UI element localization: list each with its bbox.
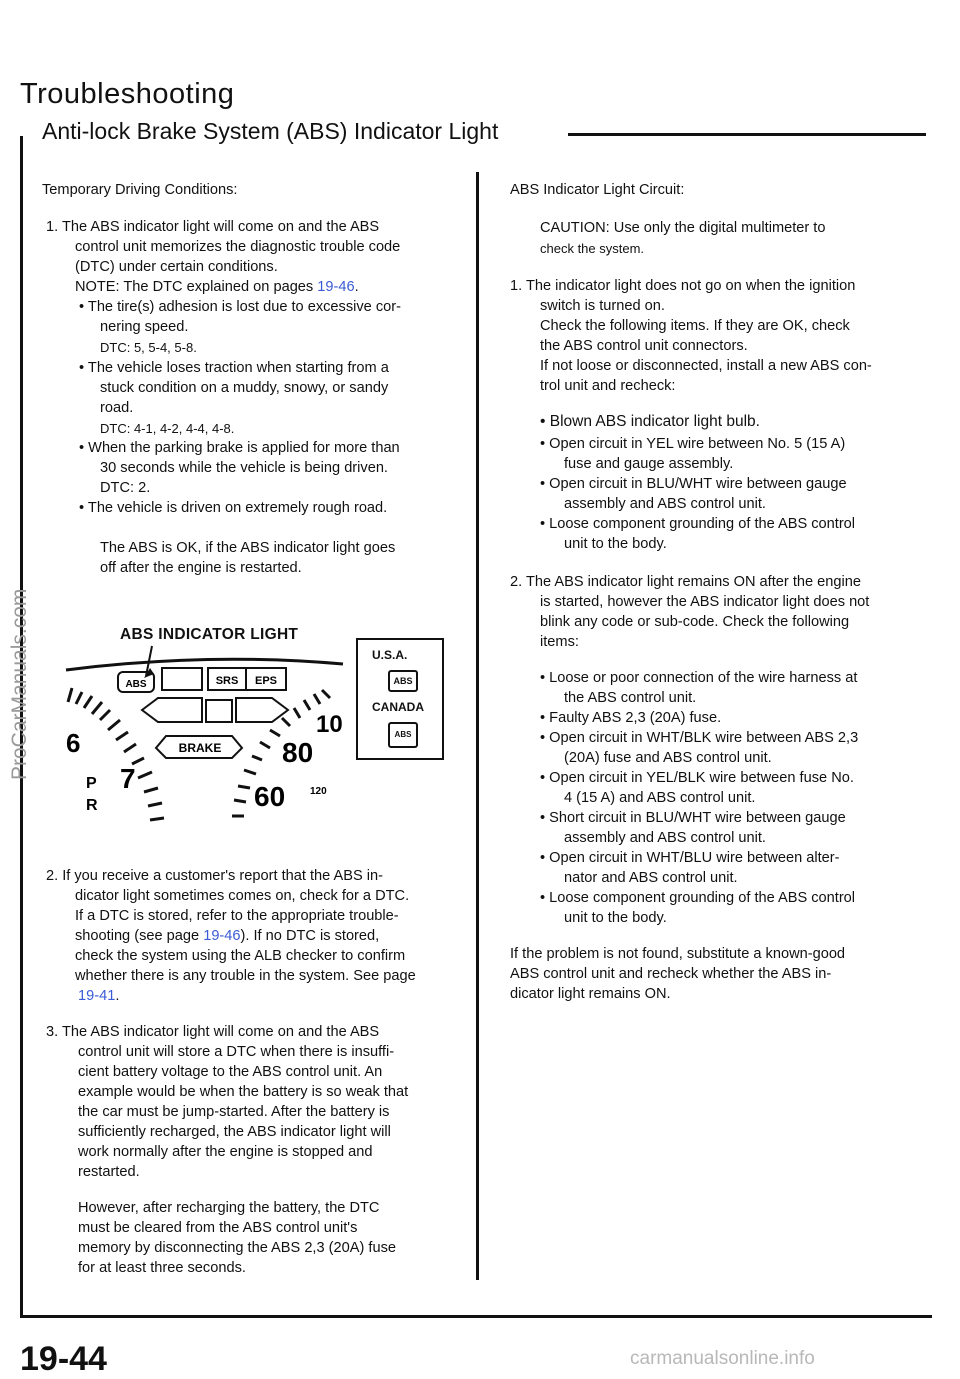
check-item: nator and ABS control unit. (564, 870, 738, 886)
column-divider (476, 172, 479, 1280)
gauge-num-60: 60 (254, 781, 286, 812)
item2-text: ). If no DTC is stored, (240, 928, 380, 944)
however-line: must be cleared from the ABS control unit's (78, 1220, 358, 1236)
left-item3-line: 3. The ABS indicator light will come on and the ABS (46, 1024, 380, 1040)
check-item: unit to the body. (564, 536, 667, 552)
check-item: fuse and gauge assembly. (564, 456, 734, 472)
check-item: • Open circuit in YEL wire between No. 5 (15 A) (540, 436, 846, 452)
check-item: • Open circuit in YEL/BLK wire between fuse No. (540, 770, 854, 786)
ok-line: off after the engine is restarted. (100, 560, 302, 576)
eps-lamp-label: EPS (254, 675, 278, 687)
left-item2-line (78, 986, 119, 1006)
left-item3-line: sufficiently recharged, the ABS indicator light will (78, 1124, 391, 1140)
usa-abs-icon: ABS (388, 670, 418, 692)
gauge-num-80: 80 (282, 737, 314, 768)
left-item2-line: check the system using the ALB checker to confirm (75, 948, 406, 964)
right-item1-line: 1. The indicator light does not go on when the ignition (510, 278, 856, 294)
check-item: • Short circuit in BLU/WHT wire between gauge (540, 810, 846, 826)
left-item2-line: dicator light sometimes comes on, check for a DTC. (75, 888, 410, 904)
gauge-num-6: 6 (66, 728, 81, 758)
item2-text: shooting (see page (75, 928, 204, 944)
side-watermark: ProCarManuals.com (8, 588, 31, 780)
item2-text: . (115, 988, 120, 1004)
left-item3-line: work normally after the engine is stopped and (78, 1144, 373, 1160)
however-line: memory by disconnecting the ABS 2,3 (20A) fuse (78, 1240, 396, 1256)
left-item2-line (75, 926, 379, 946)
bullet-line: nering speed. (100, 319, 189, 335)
check-item: • Open circuit in WHT/BLK wire between ABS 2,3 (540, 730, 859, 746)
bulb-item: • Blown ABS indicator light bulb. (540, 413, 760, 430)
caution-line: CAUTION: Use only the digital multimeter to (540, 220, 826, 236)
right-item2-line: 2. The ABS indicator light remains ON after the engine (510, 574, 861, 590)
canada-label: CANADA (372, 700, 424, 714)
note-end: . (354, 279, 359, 295)
right-heading: ABS Indicator Light Circuit: (510, 182, 685, 198)
note-text: NOTE: The DTC explained on pages (75, 279, 318, 295)
bullet-line: stuck condition on a muddy, snowy, or sandy (100, 380, 389, 396)
check-item: assembly and ABS control unit. (564, 830, 766, 846)
however-line: However, after recharging the battery, the DTC (78, 1200, 380, 1216)
bottom-rule (20, 1315, 932, 1318)
dtc-line: DTC: 2. (100, 480, 151, 496)
bullet-line: road. (100, 400, 134, 416)
left-item2-line: whether there is any trouble in the system. See page (75, 968, 416, 984)
check-item: the ABS control unit. (564, 690, 697, 706)
note-line (75, 277, 359, 297)
srs-lamp-label: SRS (215, 675, 239, 687)
check-item: • Loose component grounding of the ABS control (540, 890, 856, 906)
check-item: (20A) fuse and ABS control unit. (564, 750, 772, 766)
left-item3-line: cient battery voltage to the ABS control unit. An (78, 1064, 383, 1080)
gauge-num-10: 10 (316, 711, 343, 738)
check-item: • Open circuit in BLU/WHT wire between gauge (540, 476, 847, 492)
left-item1-line: 1. The ABS indicator light will come on and the ABS (46, 219, 380, 235)
left-item3-line: control unit will store a DTC when there is insuffi- (78, 1044, 395, 1060)
right-item1-line: If not loose or disconnected, install a new ABS con- (540, 358, 872, 374)
brake-lamp-label: BRAKE (178, 741, 222, 755)
bullet-line: • The vehicle loses traction when starting from a (79, 360, 389, 376)
right-item2-line: blink any code or sub-code. Check the following (540, 614, 850, 630)
gauge-num-7: 7 (120, 763, 136, 794)
gear-p: P (86, 775, 97, 792)
abs-lamp-label: ABS (125, 679, 147, 690)
right-item1-line: Check the following items. If they are OK, check (540, 318, 850, 334)
final-line: ABS control unit and recheck whether the ABS in- (510, 966, 832, 982)
right-item1-line: the ABS control unit connectors. (540, 338, 748, 354)
caution-line: check the system. (540, 241, 645, 256)
check-item: • Loose or poor connection of the wire harness at (540, 670, 858, 686)
dtc-line: DTC: 4-1, 4-2, 4-4, 4-8. (100, 421, 235, 436)
bullet-line: • When the parking brake is applied for more than (79, 440, 400, 456)
check-item: • Faulty ABS 2,3 (20A) fuse. (540, 710, 722, 726)
check-item: unit to the body. (564, 910, 667, 926)
right-item1-line: trol unit and recheck: (540, 378, 676, 394)
header-rule (568, 133, 926, 136)
left-item3-line: the car must be jump-started. After the battery is (78, 1104, 390, 1120)
final-line: dicator light remains ON. (510, 986, 671, 1002)
check-item: • Loose component grounding of the ABS control (540, 516, 856, 532)
page-title: Troubleshooting (20, 78, 235, 110)
footer-watermark: carmanualsonline.info (630, 1348, 815, 1369)
left-item3-line: restarted. (78, 1164, 140, 1180)
left-item1-line: (DTC) under certain conditions. (75, 259, 278, 275)
gear-r: R (86, 797, 98, 814)
right-item2-line: is started, however the ABS indicator light does not (540, 594, 870, 610)
figure-callout: ABS INDICATOR LIGHT (120, 626, 299, 643)
bullet-line: • The tire(s) adhesion is lost due to excessive cor- (79, 299, 401, 315)
item2-page-link[interactable]: 19-46 (203, 928, 241, 944)
region-legend-box (356, 638, 444, 760)
ok-line: The ABS is OK, if the ABS indicator light goes (100, 540, 396, 556)
bullet-line: • The vehicle is driven on extremely rough road. (79, 500, 388, 516)
left-item1-line: control unit memorizes the diagnostic trouble code (75, 239, 401, 255)
instrument-cluster-figure (58, 640, 348, 840)
note-page-link[interactable]: 19-46 (317, 279, 355, 295)
left-item2-line: 2. If you receive a customer's report that the ABS in- (46, 868, 383, 884)
bullet-line: 30 seconds while the vehicle is being driven. (100, 460, 388, 476)
gauge-num-120: 120 (310, 786, 327, 797)
right-item1-line: switch is turned on. (540, 298, 665, 314)
however-line: for at least three seconds. (78, 1260, 246, 1276)
check-item: • Open circuit in WHT/BLU wire between alter- (540, 850, 840, 866)
page-number: 19-44 (20, 1340, 107, 1378)
canada-abs-icon: ABS (388, 722, 418, 748)
item2-page-link[interactable]: 19-41 (78, 988, 116, 1004)
final-line: If the problem is not found, substitute a known-good (510, 946, 846, 962)
dtc-line: DTC: 5, 5-4, 5-8. (100, 340, 197, 355)
check-item: 4 (15 A) and ABS control unit. (564, 790, 756, 806)
right-item2-line: items: (540, 634, 579, 650)
check-item: assembly and ABS control unit. (564, 496, 766, 512)
left-heading: Temporary Driving Conditions: (42, 182, 238, 198)
left-item3-line: example would be when the battery is so weak that (78, 1084, 409, 1100)
section-subtitle: Anti-lock Brake System (ABS) Indicator Light (42, 118, 499, 144)
usa-label: U.S.A. (372, 648, 408, 662)
left-item2-line: If a DTC is stored, refer to the appropriate trouble- (75, 908, 399, 924)
